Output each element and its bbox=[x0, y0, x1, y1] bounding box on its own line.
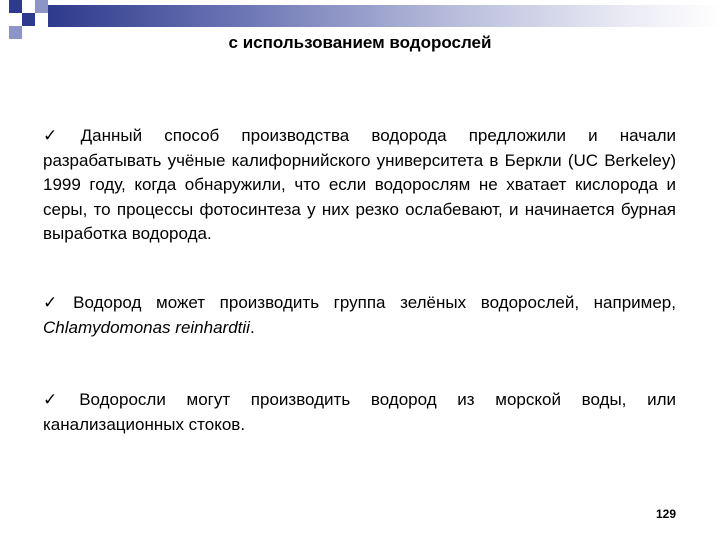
decor-square bbox=[35, 13, 48, 26]
decor-square bbox=[35, 0, 48, 13]
slide-title: с использованием водорослей bbox=[228, 33, 492, 52]
page-number: 129 bbox=[655, 507, 676, 521]
decor-square bbox=[22, 13, 35, 26]
paragraph-1 bbox=[43, 124, 676, 247]
checkmark-icon: ✓ bbox=[43, 126, 75, 145]
decor-square bbox=[22, 0, 35, 13]
decor-square bbox=[9, 13, 22, 26]
species-name: Chlamydomonas reinhardtii bbox=[43, 317, 250, 337]
decor-square bbox=[9, 0, 22, 13]
paragraph-2 bbox=[43, 291, 676, 340]
paragraph-3-text: Водоросли могут производить водород из морской воды, или канализационных стоков. bbox=[43, 390, 676, 434]
paragraph-1-text: Данный способ производства водорода предложили и начали разрабатывать учёные калифорнийского университета в Беркли (UC Berkeley) 1999 году, когда обнаружили, что если водорослям не хватает кислорода и серы, то процессы фотосинтеза у них резко ослабевают, и начинается бурная выработка водорода. bbox=[43, 126, 676, 243]
checkmark-icon: ✓ bbox=[43, 390, 74, 409]
header-gradient-bar bbox=[48, 5, 720, 27]
paragraph-2-end: . bbox=[249, 317, 255, 337]
paragraph-3 bbox=[43, 388, 676, 437]
paragraph-2-text: Водород может производить группа зелёных водорослей, например, bbox=[73, 293, 676, 312]
checkmark-icon: ✓ bbox=[43, 293, 68, 312]
